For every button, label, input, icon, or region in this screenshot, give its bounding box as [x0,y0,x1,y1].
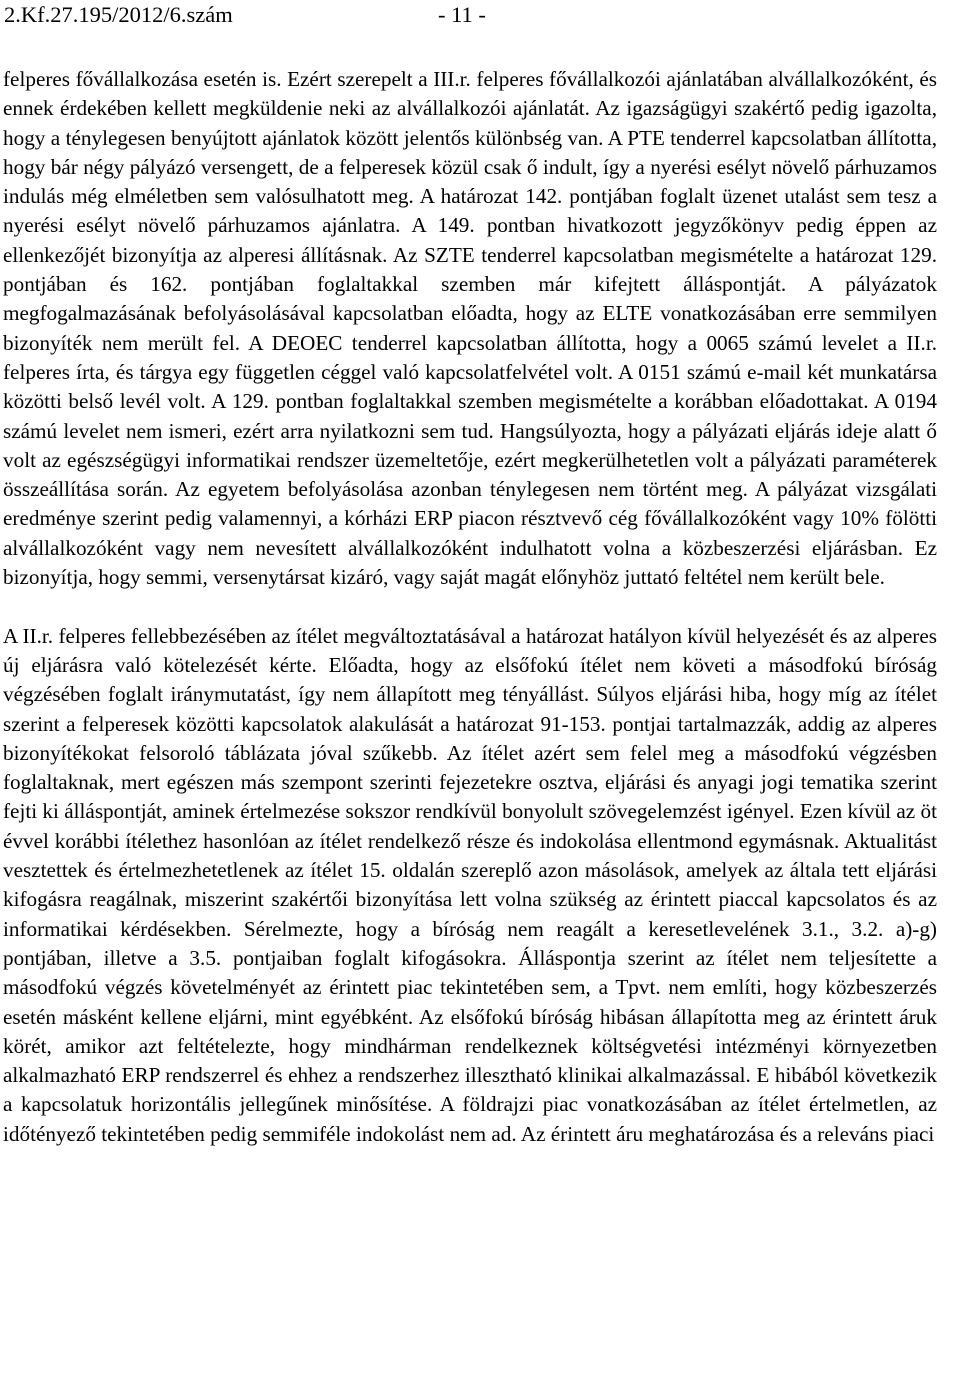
paragraph-1: felperes fővállalkozása esetén is. Ezért szerepelt a III.r. felperes fővállalkozói ajánlatában alvállalkozóként, és ennek érdekében kellett megküldenie neki az alvállalkozói ajánlatát. Az igazságügyi szakértő pedig igazolta, hogy a ténylegesen benyújtott ajánlatok között jelentős különbség van. A PTE tenderrel kapcsolatban állította, hogy bár négy pályázó versengett, de a felperesek közül csak ő indult, így a nyerési esélyt növelő párhuzamos indulás még elméletben sem valósulhatott meg. A határozat 142. pontjában foglalt üzenet utalást sem tesz a nyerési esélyt növelő párhuzamos ajánlatra. A 149. pontban hivatkozott jegyzőkönyv pedig éppen az ellenkezőjét bizonyítja az alperesi állításnak. Az SZTE tenderrel kapcsolatban megismételte a határozat 129. pontjában és 162. pontjában foglaltakkal szemben már kifejtett álláspontját. A pályázatok megfogalmazásának befolyásolásával kapcsolatban előadta, hogy az ELTE vonatkozásában erre semmilyen bizonyíték nem merült fel. A DEOEC tenderrel kapcsolatban állította, hogy a 0065 számú levelet a II.r. felperes írta, és tárgya egy független céggel való kapcsolatfelvétel volt. A 0151 számú e-mail két munkatársa közötti belső levél volt. A 129. pontban foglaltakkal szemben megismételte a korábban előadottakat. A 0194 számú levelet nem ismeri, ezért arra nyilatkozni sem tud. Hangsúlyozta, hogy a pályázati eljárás ideje alatt ő volt az egészségügyi informatikai rendszer üzemeltetője, ezért megkerülhetetlen volt a pályázati paraméterek összeállítása során. Az egyetem befolyásolása azonban ténylegesen nem történt meg. A pályázat vizsgálati eredménye szerint pedig valamennyi, a kórházi ERP piacon résztvevő cég fővállalkozóként vagy 10% fölötti alvállalkozóként vagy nem nevesített alvállalkozóként indulhatott volna a közbeszerzési eljárásban. Ez bizonyítja, hogy semmi, versenytársat kizáró, vagy saját magát előnyhöz juttató feltétel nem került bele. [3,67,937,590]
case-number: 2.Kf.27.195/2012/6.szám [4,2,233,27]
page-header [0,0,960,40]
document-body [3,65,937,1149]
paragraph-2: A II.r. felperes fellebbezésében az ítélet megváltoztatásával a határozat hatályon kívül helyezését és az alperes új eljárásra való kötelezését kérte. Előadta, hogy az elsőfokú ítélet nem követi a másodfokú bíróság végzésében foglalt iránymutatást, így nem állapított meg tényállást. Súlyos eljárási hiba, hogy míg az ítélet szerint a felperesek közötti kapcsolatok alakulását a határozat 91-153. pontjai tartalmazzák, addig az alperes bizonyítékokat felsoroló táblázata jóval szűkebb. Az ítélet azért sem felel meg a másodfokú végzésben foglaltaknak, mert egészen más szempont szerinti fejezetekre osztva, eljárási és anyagi jogi tematika szerint fejti ki álláspontját, aminek értelmezése sokszor rendkívül bonyolult szövegelemzést igényel. Ezen kívül az öt évvel korábbi ítélethez hasonlóan az ítélet rendelkező része és indokolása ellentmond egymásnak. Aktualitást vesztettek és értelmezhetetlenek az ítélet 15. oldalán szereplő azon másolások, amelyek az általa tett eljárási kifogásra reagálnak, miszerint szakértői bizonyítása lett volna szükség az érintett piaccal kapcsolatos és az informatikai kérdésekben. Sérelmezte, hogy a bíróság nem reagált a keresetlevelének 3.1., 3.2. a)-g) pontjában, illetve a 3.5. pontjaiban foglalt kifogásokra. Álláspontja szerint az ítélet nem teljesítette a másodfokú végzés követelményét az érintett piac tekintetében sem, a Tpvt. nem említi, hogy közbeszerzés esetén másként kellene eljárni, mint egyébként. Az elsőfokú bíróság hibásan állapította meg az érintett áruk körét, amikor azt feltételezte, hogy mindhárman rendelkeznek költségvetési intézményi környezetben alkalmazható ERP rendszerrel és ehhez a rendszerhez illesztható klinikai alkalmazással. E hibából következik a kapcsolatuk horizontális jellegűnek minősítése. A földrajzi piac vonatkozásában az ítélet értelmetlen, az időtényező tekintetében pedig semmiféle indokolást nem ad. Az érintett áru meghatározása és a releváns piaci [3,623,937,1146]
page-number: - 11 - [438,2,486,27]
